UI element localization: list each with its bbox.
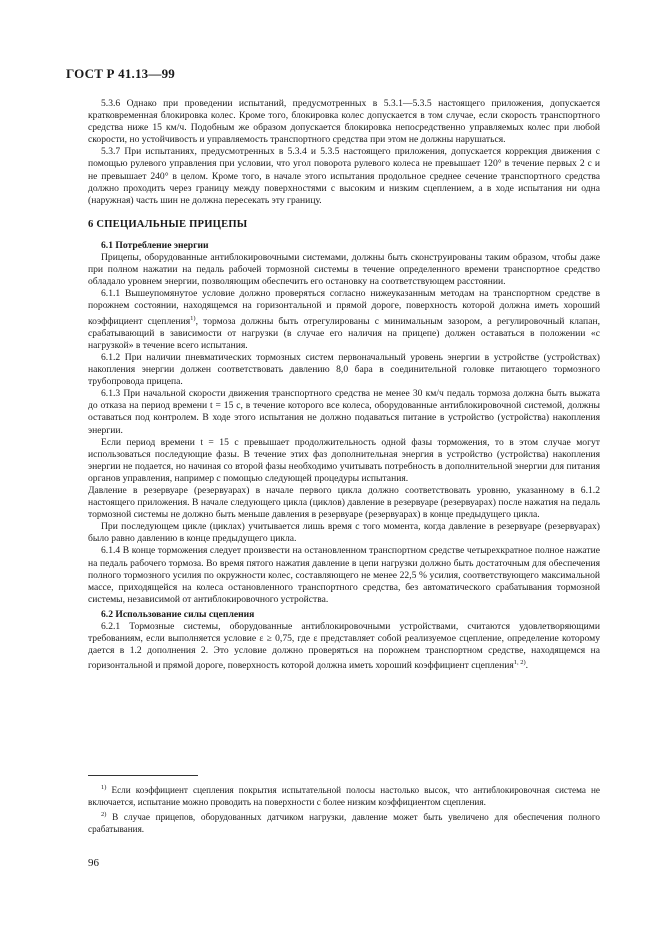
paragraph-6-1-3: 6.1.3 При начальной скорости движения транспортного средства не менее 30 км/ч педаль тормоза должна быть выжата до отказа на период времени t = 15 с, в течение которого все колеса, оборудованные антиблокировочной системой, должны оставаться под контролем. В ходе этого испытания не должно подаваться питание в устройство (устройства) накопления энергии. [88,388,600,436]
footnote-ref-1: 1) [190,314,196,322]
paragraph-6-1-3-c: Давление в резервуаре (резервуарах) в начале первого цикла должно соответствовать уровню, указанному в 6.1.2 настоящего приложения. В начале следующего цикла (циклов) давление в резервуаре (резервуарах) после нажатия на педаль тормозной системы не должно быть меньше давления в резервуаре (резервуарах) в конце предыдущего цикла. [88,485,600,521]
paragraph-6-2-1 [88,621,600,673]
paragraph-6-1-1-text-b: , тормоза должны быть отрегулированы с минимальным зазором, а регулировочный клапан, срабатывающий в зависимости от нагрузки (в случае его наличия на прицепе) должен оставаться в положении «с нагрузкой» в течение всего испытания. [88,315,600,351]
paragraph-6-2-1-text-a: 6.2.1 Тормозные системы, оборудованные антиблокировочными устройствами, считаются удовлетворяющими требованиям, если выполняется условие ε ≥ 0,75, где ε представляет собой реализуемое сцепление, определение которому дается в 1.2 дополнения 2. Это условие должно проверяться на порожнем транспортном средстве, находящемся на горизонтальной и прямой дороге, поверхность которой должна иметь хороший коэффициент сцепления [88,621,600,672]
paragraph-6-1-3-d: При последующем цикле (циклах) учитывается лишь время с того момента, когда давление в резервуаре (резервуарах) было равно давлению в конце предыдущего цикла. [88,521,600,545]
paragraph-5-3-7: 5.3.7 При испытаниях, предусмотренных в 5.3.4 и 5.3.5 настоящего приложения, допускается коррекция движения с помощью рулевого управления при условии, что угол поворота рулевого колеса не превышает 120° в течение первых 2 с и не превышает 240° в целом. Кроме того, в начале этого испытания продольное среднее сечение транспортного средства должно проходить через границу между поверхностями с высоким и низким сцеплением, а в ходе испытания ни одна (наружная) часть шин не должна пересекать эту границу. [88,146,600,206]
footnote-1-text: Если коэффициент сцепления покрытия испытательной полосы настолько высок, что антиблокировочная система не включается, испытание можно проводить на поверхности с более низким коэффициентом сцепления. [88,785,600,807]
footnote-2-text: В случае прицепов, оборудованных датчиком нагрузки, давление может быть увеличено для обеспечения полного срабатывания. [88,812,600,834]
section-heading-6: 6 СПЕЦИАЛЬНЫЕ ПРИЦЕПЫ [88,218,248,230]
paragraph-6-1-1-text-a: 6.1.1 Вышеупомянутое условие должно проверяться согласно нижеуказанным методам на транспортном средстве в порожнем состоянии, находящемся на горизонтальной и прямой дороге, поверхность которой должна иметь хороший коэффициент сцепления [88,288,600,327]
footnote-ref-1-2: 1, 2) [513,659,526,667]
paragraph-5-3-6: 5.3.6 Однако при проведении испытаний, предусмотренных в 5.3.1—5.3.5 настоящего приложения, допускается кратковременная блокировка колес. Кроме того, блокировка колес допускается в том случае, если скорость транспортного средства ниже 15 км/ч. Подобным же образом допускается блокировка непосредственно управляемых колес при любой скорости, но устойчивость и управляемость транспортного средства при этом не должны нарушаться. [88,98,600,146]
footnote-2 [88,809,600,835]
paragraph-6-1-2: 6.1.2 При наличии пневматических тормозных систем первоначальный уровень энергии в устройстве (устройствах) накопления энергии должен соответствовать давлению 8,0 бара в соединительной головке питающего тормозного трубопровода прицепа. [88,351,600,388]
paragraph-6-2-1-text-b: . [525,660,529,672]
paragraph-6-1-1 [88,288,600,352]
footnote-2-mark: 2) [101,811,107,819]
footnotes [88,782,600,837]
footnote-1-mark: 1) [101,784,107,791]
footnote-divider [88,775,198,776]
subsection-heading-6-1: 6.1 Потребление энергии [101,239,209,251]
paragraph-6-1: Прицепы, оборудованные антиблокировочными системами, должны быть сконструированы таким образом, чтобы даже при полном нажатии на педаль рабочей тормозной системы в течение определенного времени транспортное средство обладало уровнем энергии, позволяющим обеспечить его остановку на соответствующем расстоянии. [88,252,600,288]
document-header: ГОСТ Р 41.13—99 [66,66,175,81]
body-text [88,98,600,673]
paragraph-6-1-3-b: Если период времени t = 15 с превышает продолжительность одной фазы торможения, то в этом случае могут использоваться последующие фазы. В течение этих фаз дополнительная энергия в устройство (устройства) накопления энергии не подается, но начиная со второй фазы необходимо учитывать потребность в дополнительной энергии для питания органов управления, например с помощью следующей процедуры испытания. [88,436,600,484]
page-number: 96 [88,857,99,869]
paragraph-6-1-4: 6.1.4 В конце торможения следует произвести на остановленном транспортном средстве четырехкратное полное нажатие на педаль рабочего тормоза. Во время пятого нажатия давление в цепи нагрузки должно быть достаточным для обеспечения полного тормозного усилия по окружности колес, составляющего не менее 22,5 % усилия, соответствующего максимальной массе, приходящейся на колеса остановленного транспортного средства, без автоматического срабатывания тормозной системы, независимой от антиблокировочного устройства. [88,545,600,605]
footnote-1 [88,782,600,808]
subsection-heading-6-2: 6.2 Использование силы сцепления [101,608,255,620]
